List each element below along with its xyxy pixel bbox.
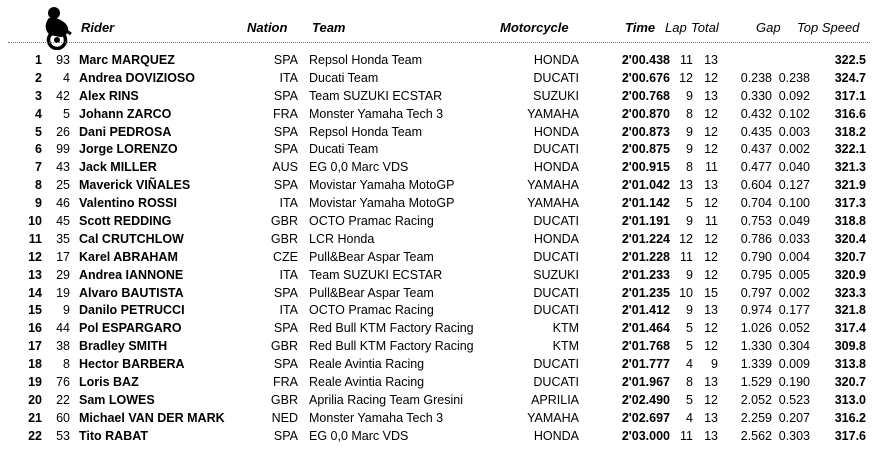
top-speed-cell: 313.8 [834, 357, 866, 372]
table-row [0, 213, 883, 231]
gap-to-leader-cell: 0.974 [740, 303, 772, 318]
rider-name-cell: Andrea IANNONE [79, 267, 184, 282]
rider-number-cell: 93 [56, 53, 70, 67]
rider-name-cell: Alex RINS [79, 88, 139, 103]
lap-time-cell: 2'00.870 [621, 106, 670, 121]
best-lap-cell: 4 [686, 410, 693, 425]
motorcycle-cell: SUZUKI [533, 267, 579, 282]
rider-name-cell: Michael VAN DER MARK [79, 410, 225, 425]
rider-number-cell: 17 [56, 249, 70, 264]
rider-name-cell: Scott REDDING [79, 214, 172, 229]
top-speed-cell: 320.7 [834, 375, 866, 390]
total-laps-cell: 12 [704, 392, 718, 407]
gap-to-leader-cell: 0.753 [740, 214, 772, 229]
rider-name-cell: Cal CRUTCHLOW [79, 231, 184, 246]
best-lap-cell: 9 [686, 88, 693, 103]
gap-to-previous-cell: 0.092 [778, 88, 810, 103]
top-speed-cell: 317.6 [834, 428, 866, 443]
position-cell: 9 [35, 196, 42, 211]
rider-number-cell: 9 [63, 303, 70, 318]
lap-time-cell: 2'00.915 [621, 160, 670, 175]
team-cell: Repsol Honda Team [309, 124, 423, 139]
header-motorcycle: Motorcycle [500, 20, 569, 35]
gap-to-previous-cell: 0.040 [778, 160, 810, 175]
nation-cell: GBR [270, 231, 298, 246]
top-speed-cell: 322.5 [834, 53, 866, 67]
header-total: Total [691, 20, 719, 35]
gap-to-previous-cell: 0.033 [778, 231, 810, 246]
table-row [0, 124, 883, 142]
total-laps-cell: 12 [704, 249, 718, 264]
gap-to-previous-cell: 0.102 [778, 106, 810, 121]
lap-time-cell: 2'02.490 [621, 392, 670, 407]
top-speed-cell: 324.7 [834, 70, 866, 85]
gap-to-leader-cell: 0.330 [740, 88, 772, 103]
table-row [0, 267, 883, 285]
gap-to-previous-cell: 0.049 [778, 214, 810, 229]
team-cell: EG 0,0 Marc VDS [309, 160, 409, 175]
total-laps-cell: 13 [704, 88, 718, 103]
position-cell: 21 [28, 410, 42, 425]
gap-to-leader-cell: 0.704 [740, 196, 772, 211]
best-lap-cell: 5 [686, 339, 693, 354]
gap-to-leader-cell: 2.562 [740, 428, 772, 443]
position-cell: 8 [35, 178, 42, 193]
motorcycle-cell: HONDA [533, 231, 579, 246]
nation-cell: ITA [279, 303, 298, 318]
table-row [0, 302, 883, 320]
position-cell: 19 [28, 375, 42, 390]
position-cell: 7 [35, 160, 42, 175]
rider-name-cell: Jack MILLER [79, 160, 157, 175]
lap-time-cell: 2'00.676 [621, 70, 670, 85]
gap-to-leader-cell: 0.477 [740, 160, 772, 175]
table-row [0, 231, 883, 249]
total-laps-cell: 12 [704, 339, 718, 354]
top-speed-cell: 320.7 [834, 249, 866, 264]
gap-to-previous-cell: 0.005 [778, 267, 810, 282]
gap-to-leader-cell: 2.259 [740, 410, 772, 425]
nation-cell: AUS [272, 160, 298, 175]
table-row [0, 356, 883, 374]
table-row [0, 70, 883, 88]
nation-cell: ITA [279, 196, 298, 211]
nation-cell: ITA [279, 267, 298, 282]
total-laps-cell: 13 [704, 375, 718, 390]
table-row [0, 52, 883, 70]
lap-time-cell: 2'00.438 [621, 53, 670, 67]
total-laps-cell: 13 [704, 428, 718, 443]
table-row [0, 392, 883, 410]
nation-cell: SPA [273, 53, 298, 67]
top-speed-cell: 317.4 [834, 321, 866, 336]
rider-number-cell: 25 [56, 178, 70, 193]
header-rider: Rider [81, 20, 115, 35]
nation-cell: SPA [273, 124, 298, 139]
gap-to-leader-cell: 1.529 [740, 375, 772, 390]
motorcycle-cell: KTM [552, 321, 579, 336]
best-lap-cell: 9 [686, 303, 693, 318]
gap-to-leader-cell: 0.786 [740, 231, 772, 246]
rider-name-cell: Hector BARBERA [79, 357, 185, 372]
results-table [0, 52, 883, 446]
gap-to-previous-cell: 0.009 [778, 357, 810, 372]
rider-name-cell: Jorge LORENZO [79, 142, 178, 157]
rider-name-cell: Pol ESPARGARO [79, 321, 182, 336]
gap-to-previous-cell: 0.177 [778, 303, 810, 318]
gap-to-leader-cell: 0.432 [740, 106, 772, 121]
gap-to-previous-cell: 0.238 [778, 70, 810, 85]
position-cell: 13 [28, 267, 42, 282]
rider-number-cell: 29 [56, 267, 70, 282]
nation-cell: FRA [273, 375, 298, 390]
table-row [0, 88, 883, 106]
motorcycle-cell: DUCATI [533, 249, 579, 264]
best-lap-cell: 12 [679, 231, 693, 246]
team-cell: Movistar Yamaha MotoGP [309, 178, 455, 193]
rider-number-cell: 26 [56, 124, 70, 139]
total-laps-cell: 13 [704, 178, 718, 193]
rider-number-cell: 46 [56, 196, 70, 211]
position-cell: 4 [35, 106, 42, 121]
position-cell: 15 [28, 303, 42, 318]
gap-to-leader-cell: 0.795 [740, 267, 772, 282]
team-cell: Monster Yamaha Tech 3 [309, 410, 444, 425]
nation-cell: SPA [273, 285, 298, 300]
rider-name-cell: Tito RABAT [79, 428, 148, 443]
table-row [0, 285, 883, 303]
lap-time-cell: 2'03.000 [621, 428, 670, 443]
lap-time-cell: 2'01.191 [621, 214, 670, 229]
motorcycle-cell: HONDA [533, 160, 579, 175]
gap-to-previous-cell: 0.190 [778, 375, 810, 390]
header-lap: Lap [665, 20, 687, 35]
motorcycle-cell: YAMAHA [527, 410, 579, 425]
team-cell: EG 0,0 Marc VDS [309, 428, 409, 443]
nation-cell: SPA [273, 142, 298, 157]
nation-cell: GBR [270, 392, 298, 407]
lap-time-cell: 2'01.777 [621, 357, 670, 372]
rider-number-cell: 42 [56, 88, 70, 103]
lap-time-cell: 2'01.235 [621, 285, 670, 300]
team-cell: Red Bull KTM Factory Racing [309, 321, 474, 336]
best-lap-cell: 11 [680, 428, 693, 443]
best-lap-cell: 5 [686, 392, 693, 407]
gap-to-leader-cell: 0.797 [740, 285, 772, 300]
nation-cell: SPA [273, 321, 298, 336]
gap-to-previous-cell: 0.052 [778, 321, 810, 336]
motorcycle-cell: YAMAHA [527, 178, 579, 193]
nation-cell: GBR [270, 214, 298, 229]
rider-name-cell: Johann ZARCO [79, 106, 172, 121]
team-cell: Ducati Team [309, 70, 379, 85]
team-cell: LCR Honda [309, 231, 375, 246]
gap-to-previous-cell: 0.207 [778, 410, 810, 425]
best-lap-cell: 9 [686, 267, 693, 282]
top-speed-cell: 320.9 [834, 267, 866, 282]
rider-name-cell: Loris BAZ [79, 375, 139, 390]
rider-number-cell: 44 [56, 321, 70, 336]
top-speed-cell: 316.2 [834, 410, 866, 425]
team-cell: OCTO Pramac Racing [309, 303, 434, 318]
rider-name-cell: Maverick VIÑALES [79, 178, 191, 193]
total-laps-cell: 12 [704, 196, 718, 211]
best-lap-cell: 11 [680, 249, 693, 264]
lap-time-cell: 2'00.768 [621, 88, 670, 103]
position-cell: 2 [35, 70, 42, 85]
total-laps-cell: 12 [704, 142, 718, 157]
top-speed-cell: 323.3 [834, 285, 866, 300]
rider-name-cell: Karel ABRAHAM [79, 249, 178, 264]
table-row [0, 410, 883, 428]
position-cell: 10 [28, 214, 42, 229]
position-cell: 22 [28, 428, 42, 443]
lap-time-cell: 2'01.042 [621, 178, 670, 193]
rider-number-cell: 22 [56, 392, 70, 407]
team-cell: Reale Avintia Racing [309, 357, 425, 372]
gap-to-leader-cell: 0.435 [740, 124, 772, 139]
best-lap-cell: 13 [679, 178, 693, 193]
lap-time-cell: 2'00.873 [621, 124, 670, 139]
gap-to-previous-cell: 0.523 [778, 392, 810, 407]
best-lap-cell: 5 [686, 321, 693, 336]
lap-time-cell: 2'01.228 [621, 249, 670, 264]
motorcycle-cell: HONDA [533, 53, 579, 67]
table-row [0, 106, 883, 124]
lap-time-cell: 2'00.875 [621, 142, 670, 157]
rider-number-cell: 45 [56, 214, 70, 229]
rider-name-cell: Danilo PETRUCCI [79, 303, 185, 318]
rider-number-cell: 76 [56, 375, 70, 390]
nation-cell: ITA [279, 70, 298, 85]
lap-time-cell: 2'01.412 [621, 303, 670, 318]
gap-to-leader-cell: 0.790 [740, 249, 772, 264]
top-speed-cell: 321.9 [834, 178, 866, 193]
nation-cell: SPA [273, 428, 298, 443]
lap-time-cell: 2'01.142 [621, 196, 670, 211]
nation-cell: GBR [270, 339, 298, 354]
total-laps-cell: 12 [704, 70, 718, 85]
best-lap-cell: 5 [686, 196, 693, 211]
rider-number-cell: 5 [63, 106, 70, 121]
nation-cell: SPA [273, 88, 298, 103]
gap-to-leader-cell: 1.339 [740, 357, 772, 372]
total-laps-cell: 13 [704, 303, 718, 318]
lap-time-cell: 2'01.967 [621, 375, 670, 390]
position-cell: 11 [28, 231, 42, 246]
team-cell: Aprilia Racing Team Gresini [309, 392, 463, 407]
rider-number-cell: 60 [56, 410, 70, 425]
total-laps-cell: 9 [711, 357, 718, 372]
position-cell: 6 [35, 142, 42, 157]
position-cell: 16 [28, 321, 42, 336]
motorcycle-cell: HONDA [533, 124, 579, 139]
table-row [0, 374, 883, 392]
table-row [0, 338, 883, 356]
lap-time-cell: 2'01.464 [621, 321, 670, 336]
rider-number-cell: 43 [56, 160, 70, 175]
gap-to-leader-cell: 1.026 [740, 321, 772, 336]
motorcycle-cell: DUCATI [533, 70, 579, 85]
best-lap-cell: 8 [686, 106, 693, 121]
top-speed-cell: 318.8 [834, 214, 866, 229]
gap-to-leader-cell: 1.330 [740, 339, 772, 354]
nation-cell: NED [271, 410, 298, 425]
motorcycle-cell: APRILIA [531, 392, 579, 407]
total-laps-cell: 12 [704, 106, 718, 121]
total-laps-cell: 13 [704, 53, 718, 67]
lap-time-cell: 2'01.768 [621, 339, 670, 354]
team-cell: Monster Yamaha Tech 3 [309, 106, 444, 121]
table-row [0, 428, 883, 446]
gap-to-leader-cell: 0.437 [740, 142, 772, 157]
motorcycle-cell: YAMAHA [527, 196, 579, 211]
header-time: Time [625, 20, 656, 35]
total-laps-cell: 12 [704, 124, 718, 139]
gap-to-leader-cell: 0.238 [740, 70, 772, 85]
header-top-speed: Top Speed [797, 20, 860, 35]
total-laps-cell: 12 [704, 267, 718, 282]
motorcycle-cell: DUCATI [533, 375, 579, 390]
nation-cell: CZE [273, 249, 298, 264]
total-laps-cell: 13 [704, 410, 718, 425]
best-lap-cell: 11 [680, 53, 693, 67]
nation-cell: SPA [273, 178, 298, 193]
top-speed-cell: 321.3 [834, 160, 866, 175]
team-cell: Team SUZUKI ECSTAR [309, 267, 443, 282]
team-cell: Team SUZUKI ECSTAR [309, 88, 443, 103]
table-row [0, 141, 883, 159]
motorcycle-cell: KTM [552, 339, 579, 354]
rider-number-cell: 4 [63, 70, 70, 85]
position-cell: 17 [28, 339, 42, 354]
best-lap-cell: 10 [679, 285, 693, 300]
best-lap-cell: 9 [686, 124, 693, 139]
team-cell: Reale Avintia Racing [309, 375, 425, 390]
rider-number-cell: 38 [56, 339, 70, 354]
team-cell: Pull&Bear Aspar Team [309, 285, 434, 300]
best-lap-cell: 8 [686, 160, 693, 175]
rider-number-cell: 8 [63, 357, 70, 372]
gap-to-leader-cell: 0.604 [740, 178, 772, 193]
rider-name-cell: Sam LOWES [79, 392, 155, 407]
table-row [0, 177, 883, 195]
position-cell: 20 [28, 392, 42, 407]
lap-time-cell: 2'01.233 [621, 267, 670, 282]
motorcycle-rider-logo-icon [40, 4, 76, 50]
team-cell: Pull&Bear Aspar Team [309, 249, 434, 264]
gap-to-previous-cell: 0.127 [778, 178, 810, 193]
total-laps-cell: 11 [705, 160, 718, 175]
gap-to-previous-cell: 0.004 [778, 249, 810, 264]
table-row [0, 249, 883, 267]
header-team: Team [312, 20, 346, 35]
gap-to-previous-cell: 0.100 [778, 196, 810, 211]
total-laps-cell: 11 [705, 214, 718, 229]
rider-name-cell: Valentino ROSSI [79, 196, 177, 211]
position-cell: 3 [35, 88, 42, 103]
motorcycle-cell: DUCATI [533, 357, 579, 372]
rider-number-cell: 53 [56, 428, 70, 443]
team-cell: OCTO Pramac Racing [309, 214, 434, 229]
table-row [0, 320, 883, 338]
team-cell: Movistar Yamaha MotoGP [309, 196, 455, 211]
gap-to-previous-cell: 0.002 [778, 285, 810, 300]
rider-name-cell: Dani PEDROSA [79, 124, 172, 139]
nation-cell: SPA [273, 357, 298, 372]
rider-number-cell: 19 [56, 285, 70, 300]
best-lap-cell: 9 [686, 214, 693, 229]
lap-time-cell: 2'02.697 [621, 410, 670, 425]
best-lap-cell: 4 [686, 357, 693, 372]
motorcycle-cell: DUCATI [533, 303, 579, 318]
header-nation: Nation [247, 20, 288, 35]
position-cell: 18 [28, 357, 42, 372]
top-speed-cell: 318.2 [834, 124, 866, 139]
rider-number-cell: 35 [56, 231, 70, 246]
gap-to-leader-cell: 2.052 [740, 392, 772, 407]
gap-to-previous-cell: 0.303 [778, 428, 810, 443]
motorcycle-cell: DUCATI [533, 142, 579, 157]
top-speed-cell: 313.0 [834, 392, 866, 407]
best-lap-cell: 8 [686, 375, 693, 390]
motorcycle-cell: SUZUKI [533, 88, 579, 103]
gap-to-previous-cell: 0.002 [778, 142, 810, 157]
header-gap: Gap [756, 20, 781, 35]
motorcycle-cell: YAMAHA [527, 106, 579, 121]
rider-number-cell: 99 [56, 142, 70, 157]
total-laps-cell: 15 [704, 285, 718, 300]
motorcycle-cell: HONDA [533, 428, 579, 443]
position-cell: 1 [35, 53, 42, 67]
top-speed-cell: 317.3 [834, 196, 866, 211]
top-speed-cell: 316.6 [834, 106, 866, 121]
team-cell: Repsol Honda Team [309, 53, 423, 67]
team-cell: Red Bull KTM Factory Racing [309, 339, 474, 354]
best-lap-cell: 12 [679, 70, 693, 85]
header-divider [8, 42, 870, 43]
gap-to-previous-cell: 0.304 [778, 339, 810, 354]
table-row [0, 195, 883, 213]
top-speed-cell: 309.8 [834, 339, 866, 354]
top-speed-cell: 317.1 [834, 88, 866, 103]
lap-time-cell: 2'01.224 [621, 231, 670, 246]
gap-to-previous-cell: 0.003 [778, 124, 810, 139]
total-laps-cell: 12 [704, 321, 718, 336]
table-row [0, 159, 883, 177]
motorcycle-cell: DUCATI [533, 285, 579, 300]
rider-name-cell: Bradley SMITH [79, 339, 168, 354]
rider-name-cell: Marc MARQUEZ [79, 53, 175, 67]
team-cell: Ducati Team [309, 142, 379, 157]
motorcycle-cell: DUCATI [533, 214, 579, 229]
total-laps-cell: 12 [704, 231, 718, 246]
rider-name-cell: Andrea DOVIZIOSO [79, 70, 195, 85]
top-speed-cell: 321.8 [834, 303, 866, 318]
best-lap-cell: 9 [686, 142, 693, 157]
top-speed-cell: 320.4 [834, 231, 866, 246]
position-cell: 14 [28, 285, 42, 300]
top-speed-cell: 322.1 [834, 142, 866, 157]
position-cell: 5 [35, 124, 42, 139]
rider-name-cell: Alvaro BAUTISTA [79, 285, 184, 300]
position-cell: 12 [28, 249, 42, 264]
nation-cell: FRA [273, 106, 298, 121]
